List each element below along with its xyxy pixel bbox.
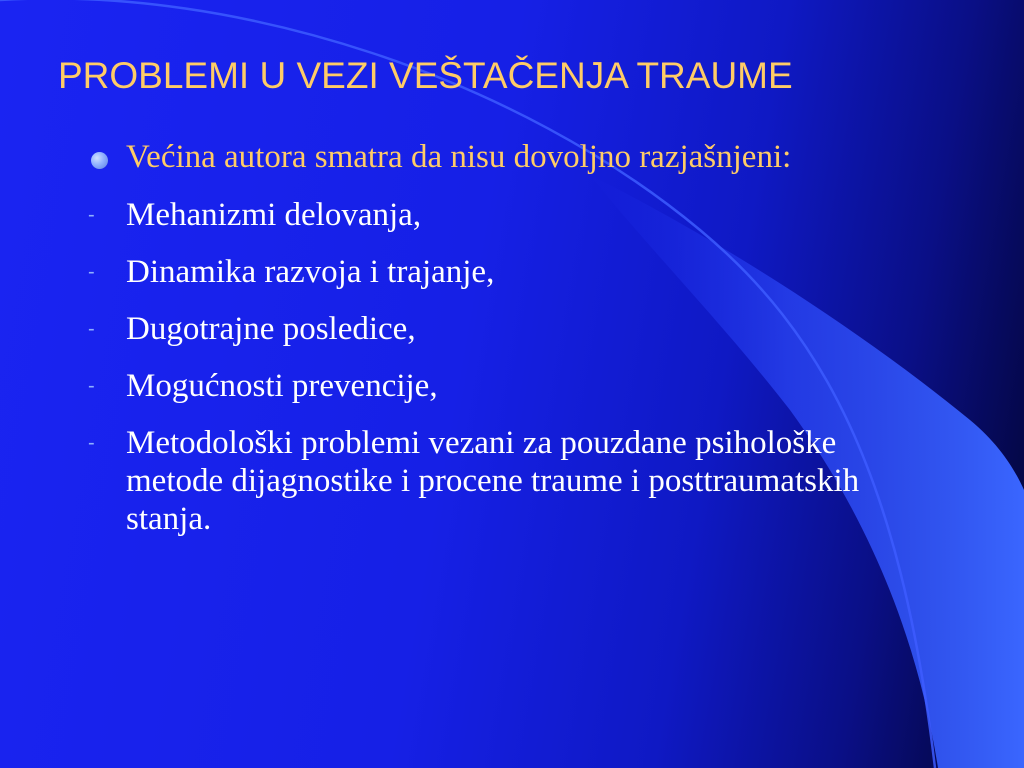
sub-bullet-text: Mogućnosti prevencije, [126, 368, 438, 404]
lead-bullet-item [88, 138, 918, 176]
dash-bullet-icon: - [88, 261, 95, 283]
sub-bullet-item-5 [88, 424, 918, 538]
dash-bullet-icon: - [88, 375, 95, 397]
slide-title: PROBLEMI U VEZI VEŠTAČENJA TRAUME [58, 55, 793, 96]
sub-bullet-text: Mehanizmi delovanja, [126, 197, 422, 233]
sub-bullet-text: Dugotrajne posledice, [126, 311, 416, 347]
circle-bullet-icon [91, 152, 108, 169]
sub-bullet-text: Metodološki problemi vezani za pouzdane psihološke metode dijagnostike i procene traume i posttraumatskih stanja. [126, 425, 860, 537]
dash-bullet-icon: - [88, 318, 95, 340]
bullet-list [88, 138, 918, 557]
sub-bullet-item-2 [88, 253, 918, 291]
sub-bullet-item-4 [88, 367, 918, 405]
lead-bullet-text: Većina autora smatra da nisu dovoljno razjašnjeni: [126, 139, 792, 175]
dash-bullet-icon: - [88, 432, 95, 454]
sub-bullet-text: Dinamika razvoja i trajanje, [126, 254, 495, 290]
sub-bullet-item-3 [88, 310, 918, 348]
dash-bullet-icon: - [88, 204, 95, 226]
sub-bullet-item-1 [88, 196, 918, 234]
